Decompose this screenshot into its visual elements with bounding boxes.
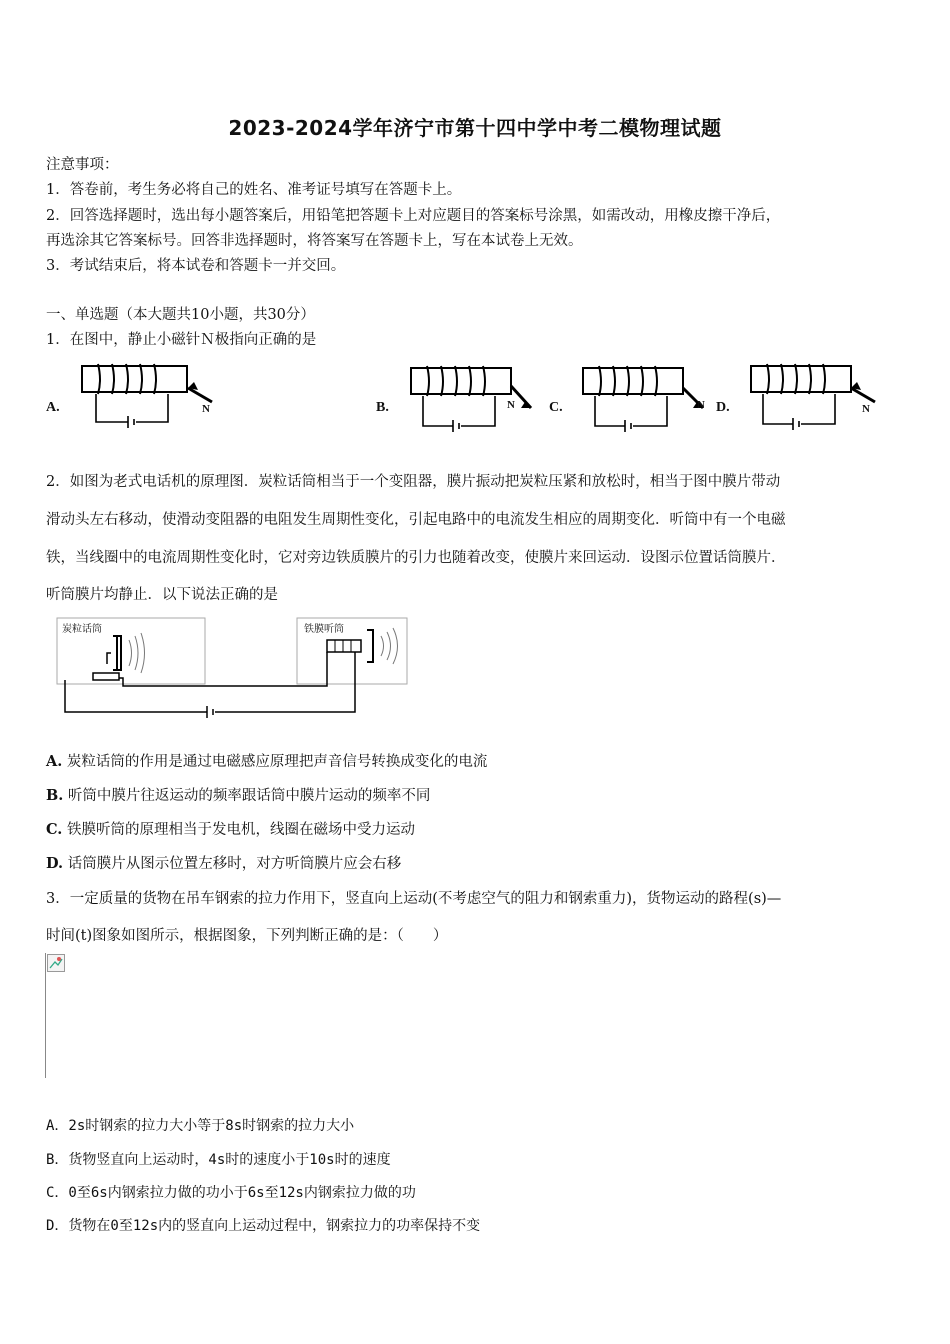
notice-item-3: 3．考试结束后，将本试卷和答题卡一并交回。: [46, 258, 346, 274]
broken-image-icon: [47, 954, 65, 972]
solenoid-diagram-c: [577, 364, 707, 439]
q2-option-b-letter: B.: [46, 787, 64, 804]
notice-item-1: 1．答卷前，考生务必将自己的姓名、准考证号填写在答题卡上。: [46, 182, 462, 198]
earpiece-label: 铁膜听筒: [304, 624, 344, 635]
q3-option-d: D．货物在0至12s内的竖直向上运动过程中，钢索拉力的功率保持不变: [46, 1218, 481, 1234]
q3-option-c: C．0至6s内钢索拉力做的功小于6s至12s内钢索拉力做的功: [46, 1185, 416, 1201]
q1-needle-label-c: N: [697, 399, 705, 411]
q2-option-c-letter: C.: [46, 821, 63, 838]
q1-option-b-label: B.: [376, 400, 389, 415]
question-3-stem-line-1: 3．一定质量的货物在吊车钢索的拉力作用下，竖直向上运动(不考虑空气的阻力和钢索重力)，货物运动的路程(s)—: [46, 891, 782, 907]
q1-option-a-label: A.: [46, 400, 60, 415]
notice-heading: 注意事项：: [46, 157, 119, 173]
q1-needle-label-d: N: [862, 403, 870, 415]
page-title: 2023-2024学年济宁市第十四中学中考二模物理试题: [228, 116, 722, 140]
question-2-stem-line-3: 铁，当线圈中的电流周期性变化时，它对旁边铁质膜片的引力也随着改变，使膜片来回运动．设图示位置话筒膜片．: [46, 550, 786, 566]
broken-image-placeholder: [45, 953, 66, 1078]
q2-option-d: [46, 852, 401, 873]
q3-option-b: B．货物竖直向上运动时，4s时的速度小于10s时的速度: [46, 1152, 391, 1168]
q3-option-a: A．2s时钢索的拉力大小等于8s时钢索的拉力大小: [46, 1118, 355, 1134]
solenoid-diagram-d: [745, 362, 885, 437]
question-2-stem-line-2: 滑动头左右移动，使滑动变阻器的电阻发生周期性变化，引起电路中的电流发生相应的周期变化．听筒中有一个电磁: [46, 512, 786, 528]
q2-option-a-text: 炭粒话筒的作用是通过电磁感应原理把声音信号转换成变化的电流: [66, 754, 488, 770]
telephone-circuit-diagram: [55, 616, 415, 726]
question-3-stem-line-2: 时间(t)图象如图所示，根据图象，下列判断正确的是：（ ）: [46, 928, 448, 944]
q2-option-a-letter: A.: [46, 753, 63, 770]
q1-needle-label-b: N: [507, 399, 515, 411]
q2-option-d-letter: D.: [46, 855, 64, 872]
q2-option-c-text: 铁膜听筒的原理相当于发电机，线圈在磁场中受力运动: [66, 822, 415, 838]
notice-item-2: 2．回答选择题时，选出每小题答案后，用铅笔把答题卡上对应题目的答案标号涂黑，如需改动，用橡皮擦干净后，: [46, 208, 781, 224]
question-2-stem-line-1: 2．如图为老式电话机的原理图．炭粒话筒相当于一个变阻器，膜片振动把炭粒压紧和放松时，相当于图中膜片带动: [46, 474, 781, 490]
q2-option-c: [46, 818, 415, 839]
q2-option-b: [46, 784, 430, 805]
q1-needle-label-a: N: [202, 403, 210, 415]
mic-label: 炭粒话筒: [62, 624, 102, 635]
q1-option-c-label: C.: [549, 400, 563, 415]
question-1-stem: 1．在图中，静止小磁针Ｎ极指向正确的是: [46, 332, 317, 348]
q1-option-d-label: D.: [716, 400, 730, 415]
solenoid-diagram-b: [405, 364, 535, 439]
solenoid-diagram-a: [76, 360, 216, 435]
question-2-stem-line-4: 听筒膜片均静止．以下说法正确的是: [46, 587, 278, 603]
q2-option-d-text: 话筒膜片从图示位置左移时，对方听筒膜片应会右移: [67, 856, 402, 872]
section-heading: 一、单选题（本大题共10小题，共30分）: [46, 307, 315, 323]
q2-option-a: [46, 750, 487, 771]
notice-item-2-cont: 再选涂其它答案标号。回答非选择题时，将答案写在答题卡上，写在本试卷上无效。: [46, 233, 583, 249]
q2-option-b-text: 听筒中膜片往返运动的频率跟话筒中膜片运动的频率不同: [67, 788, 431, 804]
